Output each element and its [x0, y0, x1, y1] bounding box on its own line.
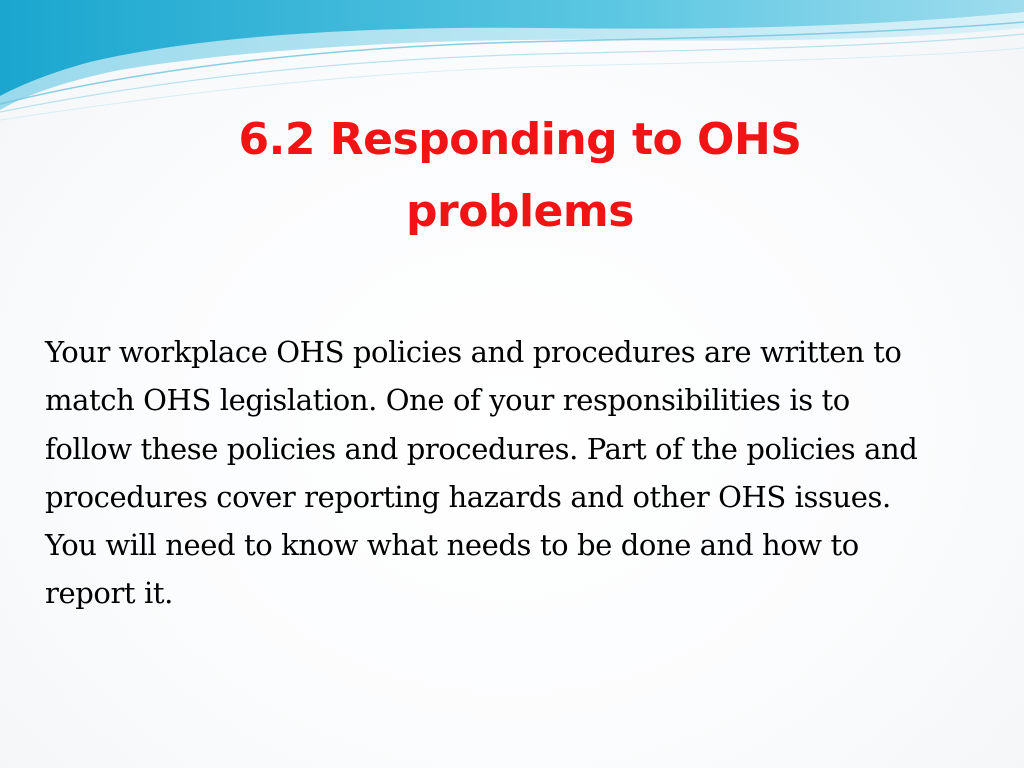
slide-title: 6.2 Responding to OHS problems: [238, 114, 802, 237]
slide-body-text: Your workplace OHS policies and procedures are written to match OHS legislation. One of your responsibilities is to follow these policies and procedures. Part of the policies and procedures cover reporting hazards and other OHS issues. You will need to know what needs to be done and how to report it.: [45, 335, 918, 611]
